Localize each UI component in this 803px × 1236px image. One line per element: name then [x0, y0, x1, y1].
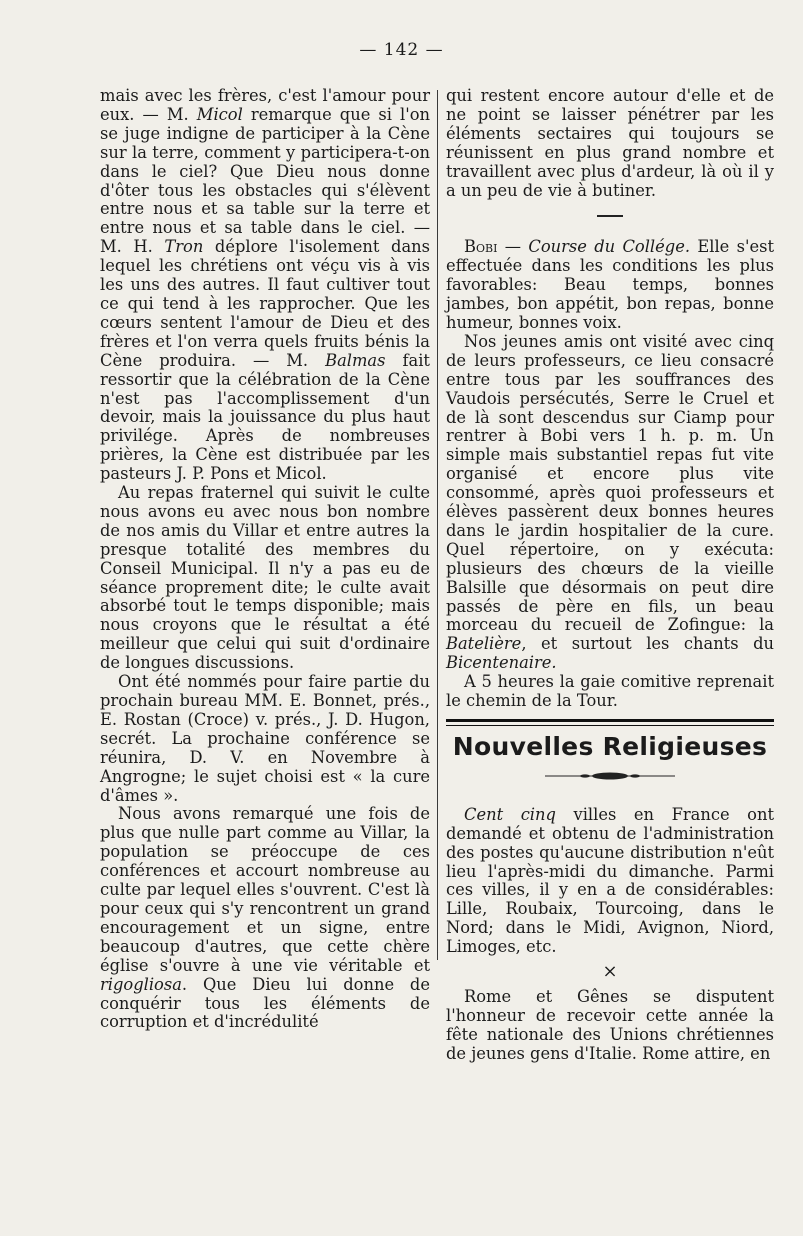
page-number: — 142 —	[359, 40, 444, 60]
right-column	[446, 87, 774, 1064]
paragraph: Nous avons remarqué une fois de plus que nulle part comme au Villar, la population se préoccupe de ces conférences et accourt nombreuse au culte par lequel elles s'ouvrent. C'est là pour ceux qui s'y rencontrent un grand encouragement et un signe, entre beaucoup d'autres, que cette chère église s'ouvre à une vie véritable et rigogliosa. Que Dieu lui donne de conquérir tous les éléments de corruption et d'incrédulité	[100, 804, 430, 1032]
section-title: Nouvelles Religieuses	[452, 732, 768, 761]
paragraph: mais avec les frères, c'est l'amour pour eux. — M. Micol remarque que si l'on se juge indigne de participer à la Cène sur la terre, comment y participera-t-on dans le ciel? Que Dieu nous donne d'ôter tous les obstacles qui s'élèvent entre nous et sa table sur la terre et entre nous et sa table dans le ciel. — M. H. Tron déplore l'isolement dans lequel les chrétiens ont véçu vis à vis les uns des autres. Il faut cultiver tout ce qui tend à les rapprocher. Que les cœurs sentent l'amour de Dieu et des frères et l'on verra quels fruits bénis la Cène produira. — M. Balmas fait ressortir que la célébration de la Cène n'est pas l'accomplissement d'un devoir, mais la jouissance du plus haut privilége. Après de nombreuses prières, la Cène est distribuée par les pasteurs J. P. Pons et Micol.	[100, 86, 430, 484]
ornament-icon	[545, 771, 675, 781]
paragraph: Rome et Gênes se disputent l'honneur de recevoir cette année la fête nationale des Unions chrétiennes de jeunes gens d'Italie. Rome attire, en	[446, 986, 774, 1063]
paragraph: Au repas fraternel qui suivit le culte nous avons eu avec nous bon nombre de nos amis du Villar et entre autres la presque totalité des membres du Conseil Municipal. Il n'y a pas eu de séance proprement dite; le culte avait absorbé tout le temps disponible; mais nous croyons que le résultat a été meilleur que celui qui suit d'ordinaire de longues discussions.	[100, 483, 430, 673]
section-rule-thin	[446, 725, 774, 726]
paragraph: Cent cinq villes en France ont demandé et obtenu de l'administration des postes qu'aucune distribution n'eût lieu l'après-midi du dimanche. Parmi ces villes, il y en a de considérables: Lille, Roubaix, Tourcoing, dans le Nord; dans le Midi, Avignon, Niord, Limoges, etc.	[446, 804, 775, 957]
left-column	[100, 87, 430, 1032]
paragraph: A 5 heures la gaie comitive reprenait le chemin de la Tour.	[446, 672, 774, 711]
short-separator	[446, 206, 774, 225]
paragraph: Bobi — Course du Collége. Elle s'est effectuée dans les conditions les plus favorables: Beau temps, bonnes jambes, bon appétit, bon repas, bonne humeur, bonnes voix.	[446, 237, 774, 332]
section-rule	[446, 719, 774, 722]
paragraph: qui restent encore autour d'elle et de ne point se laisser pénétrer par les éléments sectaires qui toujours se réunissent en plus grand nombre et travaillent avec plus d'ardeur, là où il y a un peu de vie à butiner.	[446, 86, 774, 200]
paragraph: Nos jeunes amis ont visité avec cinq de leurs professeurs, ce lieu consacré entre tous par les souffrances des Vaudois persécutés, Serre le Cruel et de là sont descendus sur Ciamp pour rentrer à Bobi vers 1 h. p. m. Un simple mais substantiel repas fut vite organisé et encore plus vite consommé, après quoi professeurs et élèves passèrent deux bonnes heures dans le jardin hospitalier de la cure. Quel répertoire, on y exécuta: plusieurs des chœurs de la vieille Balsille que désormais on peut dire passés de père en fils, un beau morceau du recueil de Zofingue: la Batelière, et surtout les chants du Bicentenaire.	[446, 331, 774, 673]
column-divider	[437, 90, 438, 960]
cross-separator: ×	[602, 961, 618, 983]
paragraph: Ont été nommés pour faire partie du prochain bureau MM. E. Bonnet, prés., E. Rostan (Croce) v. prés., J. D. Hugon, secrét. La prochaine conférence se réunira, D. V. en Novembre à Angrogne; le sujet choisi est « la cure d'âmes ».	[100, 672, 430, 805]
ornament-divider	[446, 767, 774, 786]
